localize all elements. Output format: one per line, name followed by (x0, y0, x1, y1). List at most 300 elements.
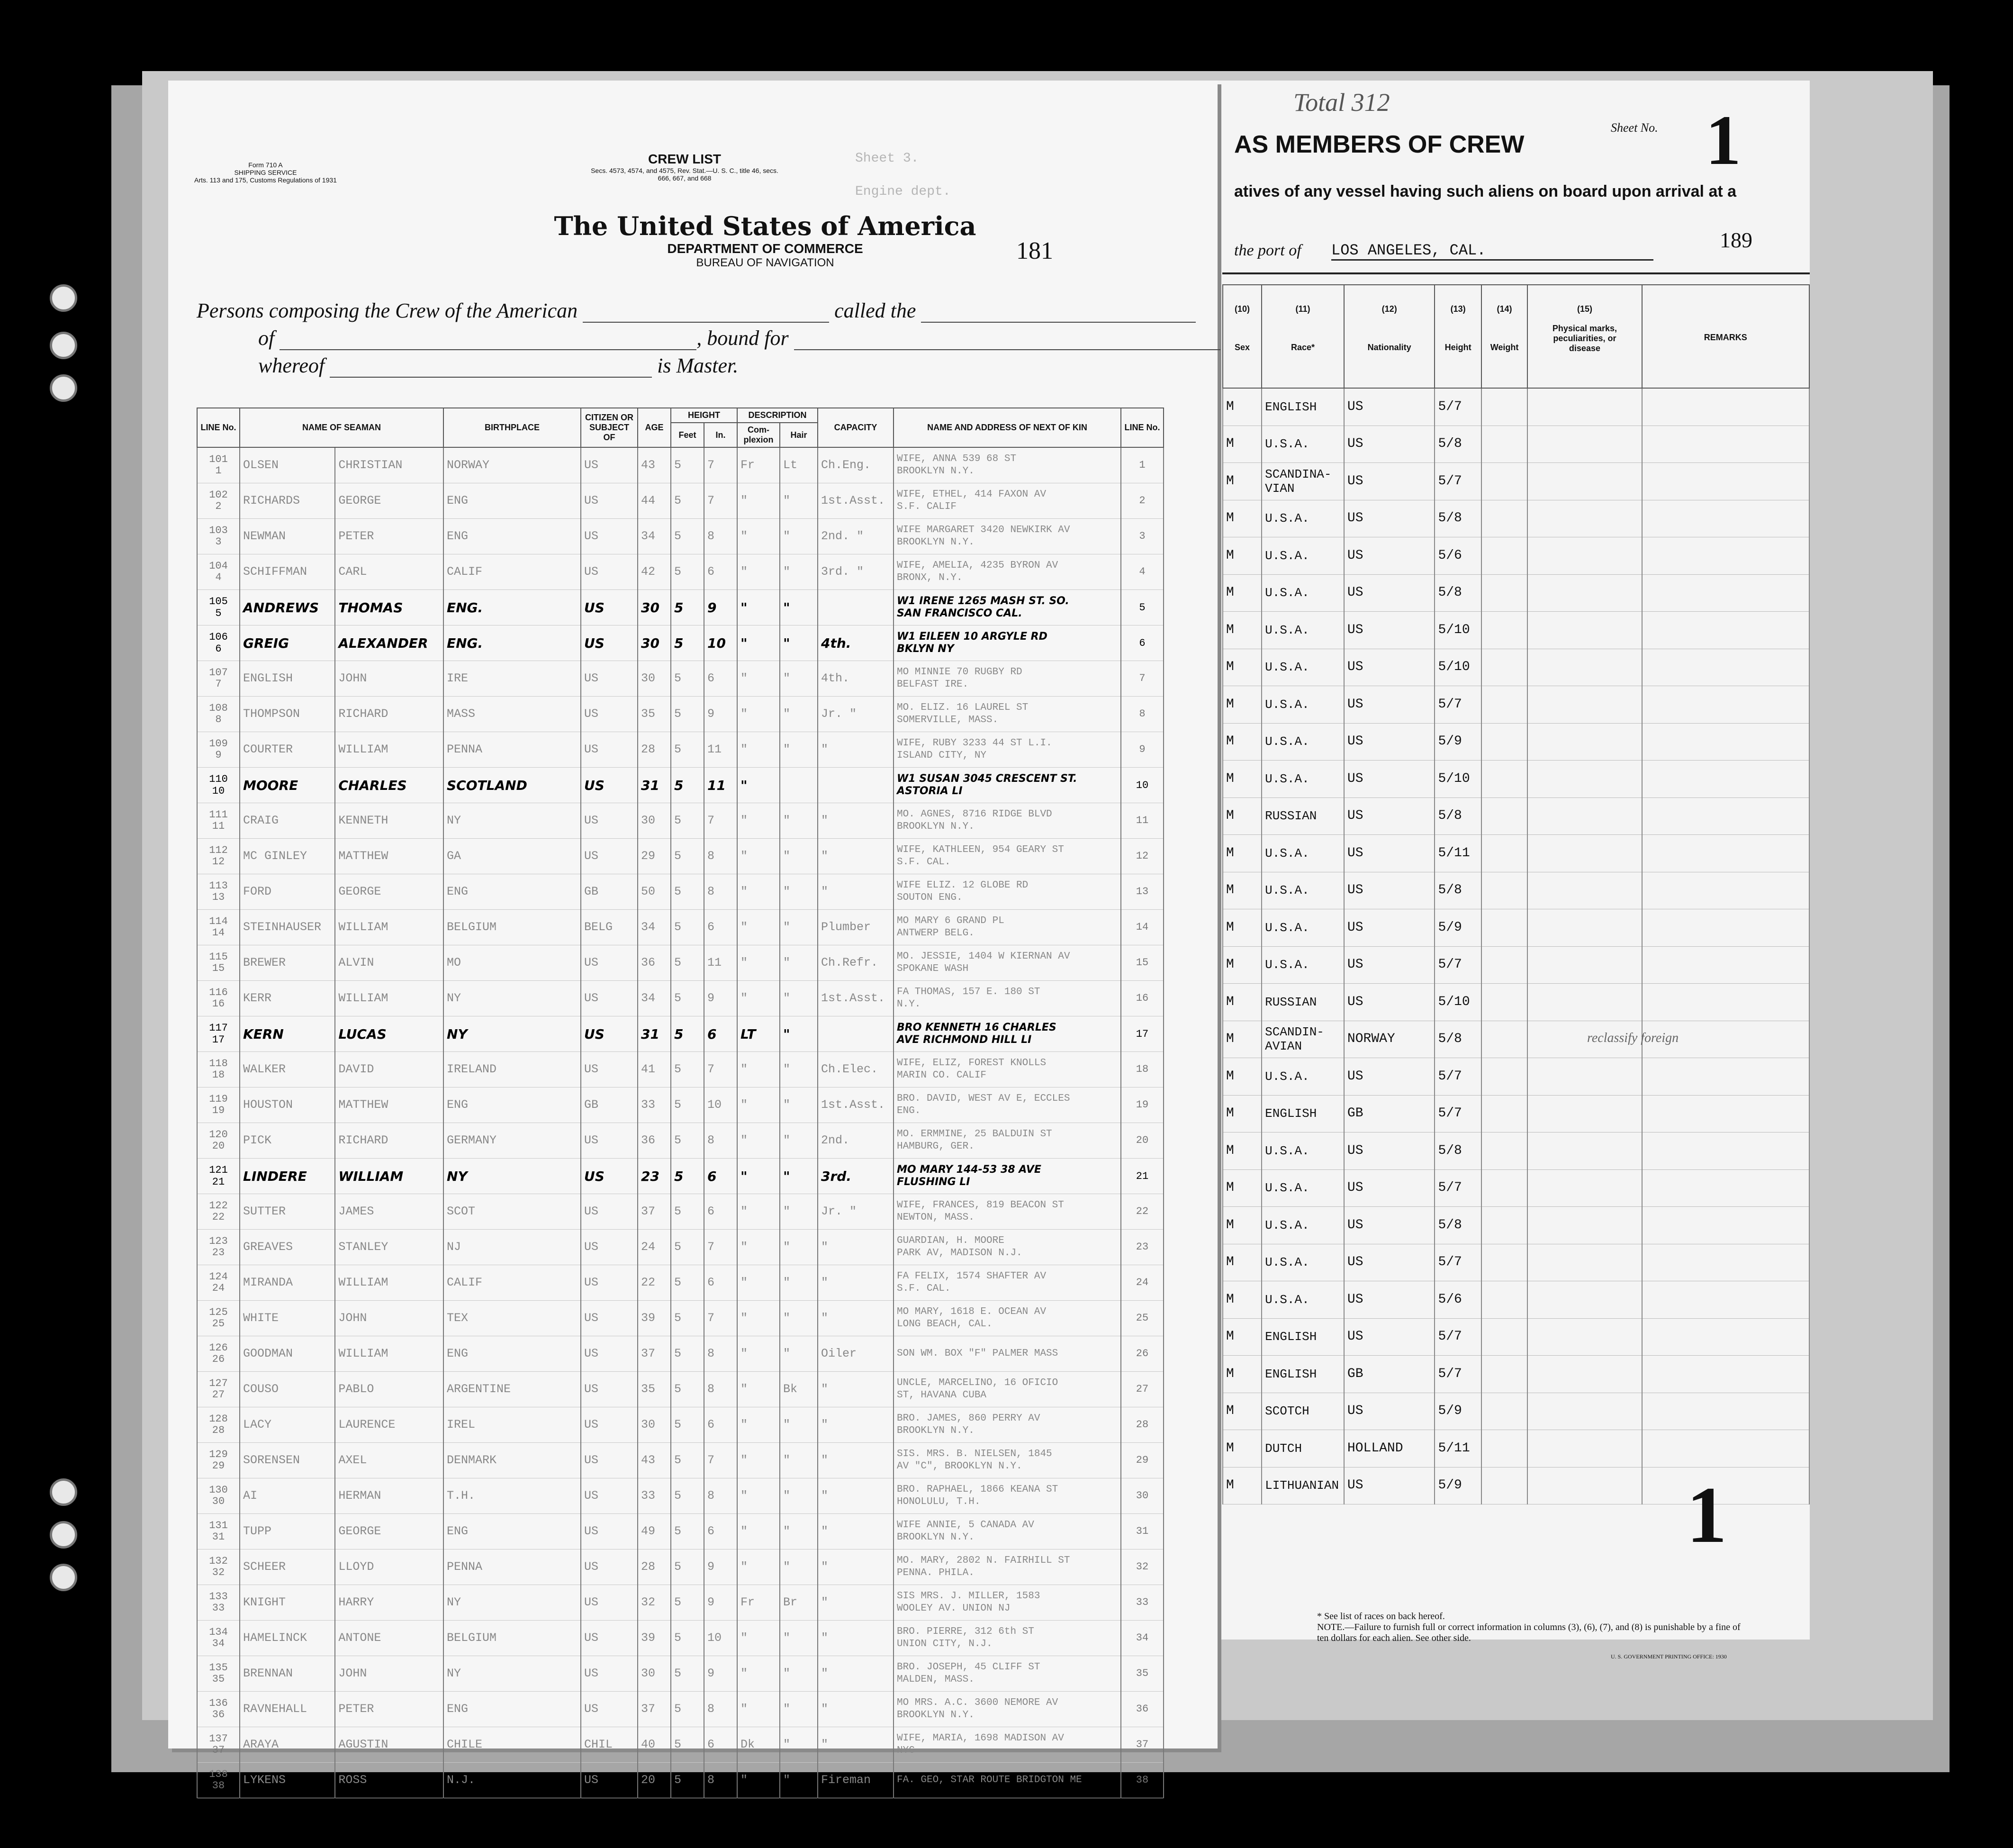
cell-last: KERR (240, 981, 335, 1016)
cell-kin: BRO. JAMES, 860 PERRY AV BROOKLYN N.Y. (894, 1407, 1121, 1443)
cell-cx: " (737, 697, 780, 732)
cell-cit: US (581, 1265, 638, 1301)
cell-kin: MO MINNIE 70 RUGBY RD BELFAST IRE. (894, 661, 1121, 697)
cell-bp: BELGIUM (443, 910, 581, 945)
cell-cx: " (737, 732, 780, 768)
cell-sex: M (1223, 1244, 1262, 1281)
cell-last: STEINHAUSER (240, 910, 335, 945)
cell-kin: GUARDIAN, H. MOORE PARK AV, MADISON N.J. (894, 1230, 1121, 1265)
cell-remarks (1642, 909, 1809, 947)
cell-last: FORD (240, 874, 335, 910)
cell-age: 30 (638, 590, 671, 625)
line-number-printed: 136 (209, 1697, 228, 1709)
cell-cit: US (581, 1443, 638, 1478)
cell-line-no-right: 33 (1121, 1585, 1164, 1621)
cell-cx: " (737, 981, 780, 1016)
cell-bp: CALIF (443, 1265, 581, 1301)
cell-race: U.S.A. (1262, 1244, 1344, 1281)
cell-cx: " (737, 1763, 780, 1798)
cell-in: 7 (704, 483, 737, 519)
table-row (197, 803, 1164, 839)
cell-first: THOMAS (335, 590, 443, 625)
cell-in: 6 (704, 661, 737, 697)
cell-hr: " (780, 625, 818, 661)
cell-line-no (197, 732, 240, 768)
cell-sex: M (1223, 686, 1262, 724)
cell-line-no (197, 874, 240, 910)
cell-sex: M (1223, 1318, 1262, 1356)
cell-in: 9 (704, 981, 737, 1016)
cell-cx: " (737, 1692, 780, 1727)
cell-in: 7 (704, 1052, 737, 1087)
cell-kin: MO MARY 6 GRAND PL ANTWERP BELG. (894, 910, 1121, 945)
cell-nationality: GB (1344, 1356, 1435, 1393)
cell-nationality: US (1344, 1169, 1435, 1207)
cell-first: ANTONE (335, 1621, 443, 1656)
cell-line-no-right: 28 (1121, 1407, 1164, 1443)
cell-remarks (1642, 1430, 1809, 1468)
cell-marks (1527, 984, 1642, 1021)
table-row (1223, 1095, 1809, 1132)
cell-line-no (197, 1087, 240, 1123)
cell-hr: " (780, 1194, 818, 1230)
cell-cx: " (737, 1194, 780, 1230)
line-number-printed: 124 (209, 1271, 228, 1283)
cell-ft: 5 (671, 1763, 704, 1798)
cell-nationality: HOLLAND (1344, 1430, 1435, 1468)
table-row (1223, 1058, 1809, 1096)
cell-line-no-right: 9 (1121, 732, 1164, 768)
cell-line-no-right: 38 (1121, 1763, 1164, 1798)
cell-age: 30 (638, 803, 671, 839)
cell-cx: Dk (737, 1727, 780, 1763)
cell-bp: CHILE (443, 1727, 581, 1763)
line-number: 26 (212, 1353, 225, 1365)
cell-nationality: US (1344, 388, 1435, 426)
cell-height: 5/8 (1435, 1207, 1481, 1244)
cell-height: 5/7 (1435, 1169, 1481, 1207)
cell-remarks (1642, 426, 1809, 463)
cell-cap: " (818, 1265, 894, 1301)
line-number-printed: 101 (209, 453, 228, 465)
cell-height: 5/10 (1435, 612, 1481, 649)
cell-hr: " (780, 981, 818, 1016)
cell-line-no (197, 1763, 240, 1798)
cell-sex: M (1223, 537, 1262, 575)
cell-race: U.S.A. (1262, 686, 1344, 724)
cell-cap: " (818, 803, 894, 839)
cell-cap: Jr. " (818, 1194, 894, 1230)
cell-marks (1527, 574, 1642, 612)
cell-line-no (197, 803, 240, 839)
port-value: LOS ANGELES, CAL. (1331, 242, 1653, 261)
line-number-printed: 112 (209, 844, 228, 856)
line-number-printed: 118 (209, 1058, 228, 1069)
cell-in: 10 (704, 625, 737, 661)
form-info: Form 710 A SHIPPING SERVICE Arts. 113 and 175, Customs Regulations of 1931 (194, 161, 337, 184)
cell-ft: 5 (671, 697, 704, 732)
line-number-printed: 111 (209, 809, 228, 821)
cell-ft: 5 (671, 590, 704, 625)
cell-height: 5/8 (1435, 500, 1481, 537)
cell-line-no-right: 12 (1121, 839, 1164, 874)
table-row (1223, 984, 1809, 1021)
cell-line-no (197, 697, 240, 732)
cell-cit: US (581, 1549, 638, 1585)
cell-sex: M (1223, 388, 1262, 426)
table-row (197, 732, 1164, 768)
cell-weight (1481, 612, 1528, 649)
cell-ft: 5 (671, 945, 704, 981)
cell-line-no (197, 554, 240, 590)
faint-typed-note: Sheet 3. Engine dept. (855, 151, 951, 199)
cell-first: CHARLES (335, 768, 443, 803)
cell-cap: " (818, 1585, 894, 1621)
cell-ft: 5 (671, 519, 704, 554)
cell-age: 44 (638, 483, 671, 519)
cell-first: WILLIAM (335, 732, 443, 768)
cell-line-no (197, 661, 240, 697)
cell-cap: Plumber (818, 910, 894, 945)
cell-ft: 5 (671, 625, 704, 661)
table-row (197, 1514, 1164, 1549)
cell-age: 37 (638, 1692, 671, 1727)
crew-list-heading: CREW LIST Secs. 4573, 4574, and 4575, Rev. Stat.—U. S. C., title 46, secs. 666, 667, and 668 (591, 152, 778, 182)
cell-age: 50 (638, 874, 671, 910)
table-row (1223, 797, 1809, 835)
cell-remarks (1642, 649, 1809, 686)
col-header: (12) Nationality (1344, 285, 1435, 388)
cell-bp: N.J. (443, 1763, 581, 1798)
cell-hr: " (780, 1336, 818, 1372)
cell-age: 37 (638, 1336, 671, 1372)
cell-weight (1481, 1281, 1528, 1319)
cell-line-no-right: 8 (1121, 697, 1164, 732)
cell-line-no (197, 590, 240, 625)
line-number-printed: 108 (209, 702, 228, 714)
table-row (197, 910, 1164, 945)
table-row (1223, 388, 1809, 426)
cell-line-no-right: 22 (1121, 1194, 1164, 1230)
cell-marks (1527, 909, 1642, 947)
cell-sex: M (1223, 500, 1262, 537)
cell-bp: PENNA (443, 732, 581, 768)
cell-ft: 5 (671, 732, 704, 768)
cell-bp: GA (443, 839, 581, 874)
line-number: 31 (212, 1531, 225, 1543)
cell-line-no (197, 839, 240, 874)
cell-remarks (1642, 723, 1809, 761)
cell-cap: 4th. (818, 661, 894, 697)
cell-height: 5/7 (1435, 946, 1481, 984)
line-number-printed: 103 (209, 525, 228, 536)
cell-first: LUCAS (335, 1016, 443, 1052)
cell-cx: " (737, 1159, 780, 1194)
cell-remarks (1642, 761, 1809, 798)
cell-cap: 4th. (818, 625, 894, 661)
table-row (1223, 1207, 1809, 1244)
line-number: 34 (212, 1638, 225, 1649)
cell-cit: US (581, 1301, 638, 1336)
cell-sex: M (1223, 1095, 1262, 1132)
cell-cap: Oiler (818, 1336, 894, 1372)
cell-nationality: US (1344, 1318, 1435, 1356)
table-row (1223, 426, 1809, 463)
col-header: Feet (671, 423, 704, 447)
cell-weight (1481, 1244, 1528, 1281)
cell-cx: " (737, 483, 780, 519)
cell-line-no-right: 35 (1121, 1656, 1164, 1692)
cell-first: WILLIAM (335, 1336, 443, 1372)
cell-weight (1481, 1021, 1528, 1058)
cell-ft: 5 (671, 1443, 704, 1478)
cell-last: LYKENS (240, 1763, 335, 1798)
cell-first: JOHN (335, 661, 443, 697)
cell-ft: 5 (671, 839, 704, 874)
cell-nationality: US (1344, 649, 1435, 686)
cell-weight (1481, 1318, 1528, 1356)
cell-kin: MO MARY 144-53 38 AVE FLUSHING LI (894, 1159, 1121, 1194)
cell-nationality: US (1344, 797, 1435, 835)
cell-race: DUTCH (1262, 1430, 1344, 1468)
cell-height: 5/6 (1435, 537, 1481, 575)
cell-hr: " (780, 483, 818, 519)
cell-hr: " (780, 554, 818, 590)
cell-cit: US (581, 732, 638, 768)
cell-age: 30 (638, 661, 671, 697)
cell-hr: " (780, 1230, 818, 1265)
cell-hr: " (780, 1549, 818, 1585)
cell-weight (1481, 463, 1528, 500)
line-number-printed: 137 (209, 1733, 228, 1745)
cell-line-no-right: 34 (1121, 1621, 1164, 1656)
cell-line-no (197, 625, 240, 661)
cell-last: SUTTER (240, 1194, 335, 1230)
table-row (197, 661, 1164, 697)
cell-cx: " (737, 519, 780, 554)
table-row (1223, 649, 1809, 686)
cell-cit: US (581, 1016, 638, 1052)
cell-cx: Fr (737, 1585, 780, 1621)
cell-line-no-right: 14 (1121, 910, 1164, 945)
cell-age: 20 (638, 1763, 671, 1798)
cell-cit: GB (581, 1087, 638, 1123)
cell-ft: 5 (671, 1159, 704, 1194)
cell-last: RAVNEHALL (240, 1692, 335, 1727)
cell-hr: Br (780, 1585, 818, 1621)
footer-sheet-number: 1 (1687, 1470, 1727, 1559)
cell-cap (818, 1016, 894, 1052)
cell-hr: " (780, 1478, 818, 1514)
line-number: 7 (215, 678, 222, 690)
line-number-printed: 104 (209, 560, 228, 572)
line-number: 37 (212, 1744, 225, 1756)
line-number-printed: 126 (209, 1342, 228, 1354)
cell-cap: Ch.Elec. (818, 1052, 894, 1087)
line-number: 10 (212, 785, 225, 797)
cell-cx: " (737, 1265, 780, 1301)
cell-age: 43 (638, 447, 671, 483)
cell-marks (1527, 1244, 1642, 1281)
cell-ft: 5 (671, 1656, 704, 1692)
cell-cap: " (818, 1407, 894, 1443)
cell-cit: US (581, 1514, 638, 1549)
cell-ft: 5 (671, 1478, 704, 1514)
cell-cap: " (818, 1301, 894, 1336)
table-row (197, 1656, 1164, 1692)
cell-last: ANDREWS (240, 590, 335, 625)
line-number: 22 (212, 1211, 225, 1223)
cell-cit: US (581, 839, 638, 874)
cell-age: 31 (638, 1016, 671, 1052)
cell-race: U.S.A. (1262, 1058, 1344, 1096)
cell-hr: Bk (780, 1372, 818, 1407)
cell-cap: 1st.Asst. (818, 483, 894, 519)
cell-cx: " (737, 839, 780, 874)
cell-race: U.S.A. (1262, 1132, 1344, 1170)
cell-line-no (197, 1621, 240, 1656)
cell-kin: SON WM. BOX "F" PALMER MASS (894, 1336, 1121, 1372)
table-row (197, 1123, 1164, 1159)
cell-first: ROSS (335, 1763, 443, 1798)
cell-weight (1481, 909, 1528, 947)
cell-race: U.S.A. (1262, 649, 1344, 686)
cell-height: 5/10 (1435, 761, 1481, 798)
cell-remarks (1642, 1318, 1809, 1356)
cell-marks (1527, 1467, 1642, 1504)
cell-age: 34 (638, 519, 671, 554)
cell-height: 5/8 (1435, 574, 1481, 612)
cell-ft: 5 (671, 483, 704, 519)
crew-table (197, 408, 1164, 1798)
line-number: 2 (215, 500, 222, 512)
cell-bp: MASS (443, 697, 581, 732)
cell-ft: 5 (671, 1087, 704, 1123)
cell-bp: ARGENTINE (443, 1372, 581, 1407)
cell-race: U.S.A. (1262, 1207, 1344, 1244)
cell-cx: " (737, 554, 780, 590)
cell-weight (1481, 500, 1528, 537)
cell-cap: 1st.Asst. (818, 1087, 894, 1123)
cell-cap: 3rd. (818, 1159, 894, 1194)
cell-last: HAMELINCK (240, 1621, 335, 1656)
cell-race: U.S.A. (1262, 835, 1344, 872)
table-row (1223, 1318, 1809, 1356)
cell-line-no-right: 1 (1121, 447, 1164, 483)
cell-hr: " (780, 1514, 818, 1549)
cell-sex: M (1223, 761, 1262, 798)
cell-line-no (197, 1549, 240, 1585)
line-number-printed: 138 (209, 1768, 228, 1780)
cell-line-no-right: 10 (1121, 768, 1164, 803)
cell-last: AI (240, 1478, 335, 1514)
cell-bp: NJ (443, 1230, 581, 1265)
cell-hr: " (780, 874, 818, 910)
cell-cx: " (737, 874, 780, 910)
cell-in: 11 (704, 768, 737, 803)
table-row (197, 1621, 1164, 1656)
cell-age: 43 (638, 1443, 671, 1478)
cell-line-no-right: 16 (1121, 981, 1164, 1016)
cell-weight (1481, 797, 1528, 835)
cell-cit: US (581, 981, 638, 1016)
cell-line-no (197, 1194, 240, 1230)
cell-line-no (197, 483, 240, 519)
cell-cap (818, 590, 894, 625)
cell-kin: MO MARY, 1618 E. OCEAN AV LONG BEACH, CAL. (894, 1301, 1121, 1336)
cell-in: 7 (704, 447, 737, 483)
cell-cit: US (581, 554, 638, 590)
cell-in: 6 (704, 1407, 737, 1443)
cell-line-no-right: 23 (1121, 1230, 1164, 1265)
line-number: 4 (215, 571, 222, 583)
cell-cit: US (581, 625, 638, 661)
cell-weight (1481, 1132, 1528, 1170)
line-number-printed: 109 (209, 738, 228, 750)
cell-sex: M (1223, 1430, 1262, 1468)
cell-ft: 5 (671, 981, 704, 1016)
cell-marks (1527, 1095, 1642, 1132)
cell-line-no-right: 24 (1121, 1265, 1164, 1301)
line-number: 32 (212, 1567, 225, 1578)
cell-nationality: US (1344, 1467, 1435, 1504)
cell-race: U.S.A. (1262, 426, 1344, 463)
cell-cx: " (737, 1514, 780, 1549)
cell-height: 5/7 (1435, 1058, 1481, 1096)
cell-cit: US (581, 447, 638, 483)
cell-nationality: US (1344, 761, 1435, 798)
cell-weight (1481, 537, 1528, 575)
line-number-printed: 128 (209, 1413, 228, 1425)
cell-remarks (1642, 686, 1809, 724)
line-number: 11 (212, 820, 225, 832)
cell-in: 7 (704, 1301, 737, 1336)
cell-line-no-right: 20 (1121, 1123, 1164, 1159)
cell-cit: US (581, 803, 638, 839)
cell-last: CRAIG (240, 803, 335, 839)
table-row (197, 1301, 1164, 1336)
cell-age: 31 (638, 768, 671, 803)
line-number: 8 (215, 714, 222, 725)
cell-line-no-right: 6 (1121, 625, 1164, 661)
line-number: 6 (215, 643, 222, 655)
cell-hr: " (780, 1621, 818, 1656)
cell-cit: US (581, 1372, 638, 1407)
table-row (197, 697, 1164, 732)
cell-bp: PENNA (443, 1549, 581, 1585)
cell-marks (1527, 1132, 1642, 1170)
cell-bp: ENG (443, 1087, 581, 1123)
cell-cx: " (737, 1052, 780, 1087)
line-number-printed: 113 (209, 880, 228, 892)
cell-weight (1481, 1467, 1528, 1504)
cell-line-no (197, 768, 240, 803)
cell-marks (1527, 686, 1642, 724)
cell-first: PABLO (335, 1372, 443, 1407)
footnote: * See list of races on back hereof. NOTE.—Failure to furnish full or correct information in columns (3), (6), (7), and (8) is punishable by a fine of ten dollars for each alien. See other side. U. S. GOVERNMENT PRINTING OFFICE: 1930 (1317, 1611, 1741, 1660)
table-row (197, 554, 1164, 590)
cell-bp: ENG (443, 874, 581, 910)
cell-cx: " (737, 590, 780, 625)
cell-ft: 5 (671, 1265, 704, 1301)
cell-remarks (1642, 1393, 1809, 1430)
cell-cx: " (737, 1478, 780, 1514)
cell-kin: BRO. DAVID, WEST AV E, ECCLES ENG. (894, 1087, 1121, 1123)
cell-cx: " (737, 1656, 780, 1692)
table-row (197, 981, 1164, 1016)
cell-remarks (1642, 1281, 1809, 1319)
cell-race: U.S.A. (1262, 1169, 1344, 1207)
